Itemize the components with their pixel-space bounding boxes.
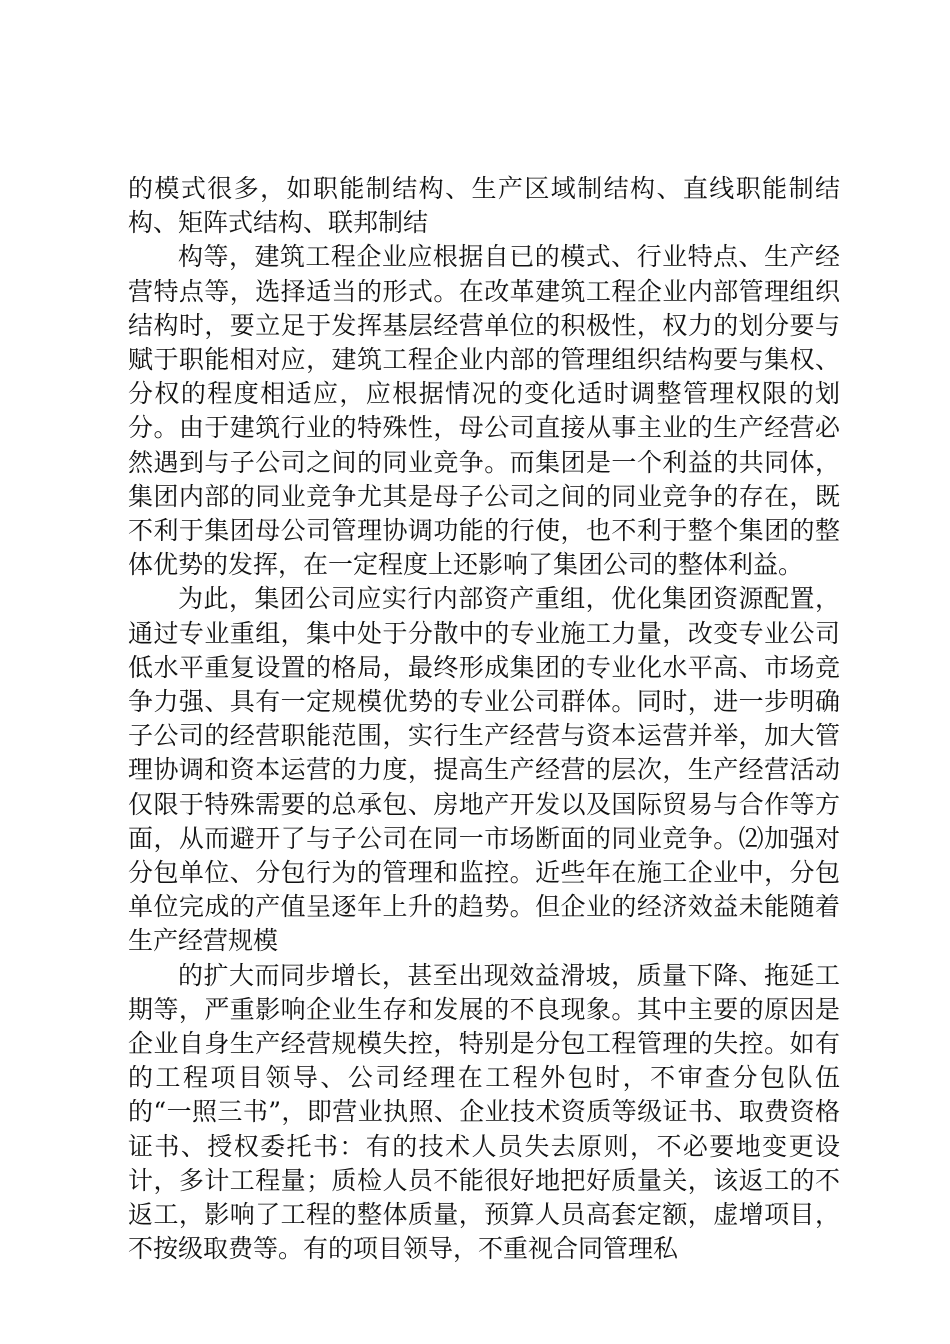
document-body	[128, 172, 840, 1267]
paragraph-1: 的模式很多，如职能制结构、生产区域制结构、直线职能制结构、矩阵式结构、联邦制结	[128, 174, 840, 238]
paragraph-3: 为此，集团公司应实行内部资产重组，优化集团资源配置，通过专业重组，集中处于分散中的专业施工力量，改变专业公司低水平重复设置的格局，最终形成集团的专业化水平高、市场竞争力强、具有一定规模优势的专业公司群体。同时，进一步明确子公司的经营职能范围，实行生产经营与资本运营并举，加大管理协调和资本运营的力度，提高生产经营的层次，生产经营活动仅限于特殊需要的总承包、房地产开发以及国际贸易与合作等方面，从而避开了与子公司在同一市场断面的同业竞争。⑵加强对分包单位、分包行为的管理和监控。近些年在施工企业中，分包单位完成的产值呈逐年上升的趋势。但企业的经济效益未能随着生产经营规模	[128, 584, 840, 956]
paragraph-4: 的扩大而同步增长，甚至出现效益滑坡，质量下降、拖延工期等，严重影响企业生存和发展的不良现象。其中主要的原因是企业自身生产经营规模失控，特别是分包工程管理的失控。如有的工程项目领导、公司经理在工程外包时，不审查分包队伍的“一照三书”，即营业执照、企业技术资质等级证书、取费资格证书、授权委托书：有的技术人员失去原则，不必要地变更设计，多计工程量；质检人员不能很好地把好质量关，该返工的不返工，影响了工程的整体质量，预算人员高套定额，虚增项目，不按级取费等。有的项目领导，不重视合同管理私	[128, 960, 840, 1264]
paragraph-2: 构等，建筑工程企业应根据自已的模式、行业特点、生产经营特点等，选择适当的形式。在改革建筑工程企业内部管理组织结构时，要立足于发挥基层经营单位的积极性，权力的划分要与赋于职能相对应，建筑工程企业内部的管理组织结构要与集权、分权的程度相适应，应根据情况的变化适时调整管理权限的划分。由于建筑行业的特殊性，母公司直接从事主业的生产经营必然遇到与子公司之间的同业竞争。而集团是一个利益的共同体，集团内部的同业竞争尤其是母子公司之间的同业竞争的存在，既不利于集团母公司管理协调功能的行使，也不利于整个集团的整体优势的发挥，在一定程度上还影响了集团公司的整体利益。	[128, 242, 840, 580]
